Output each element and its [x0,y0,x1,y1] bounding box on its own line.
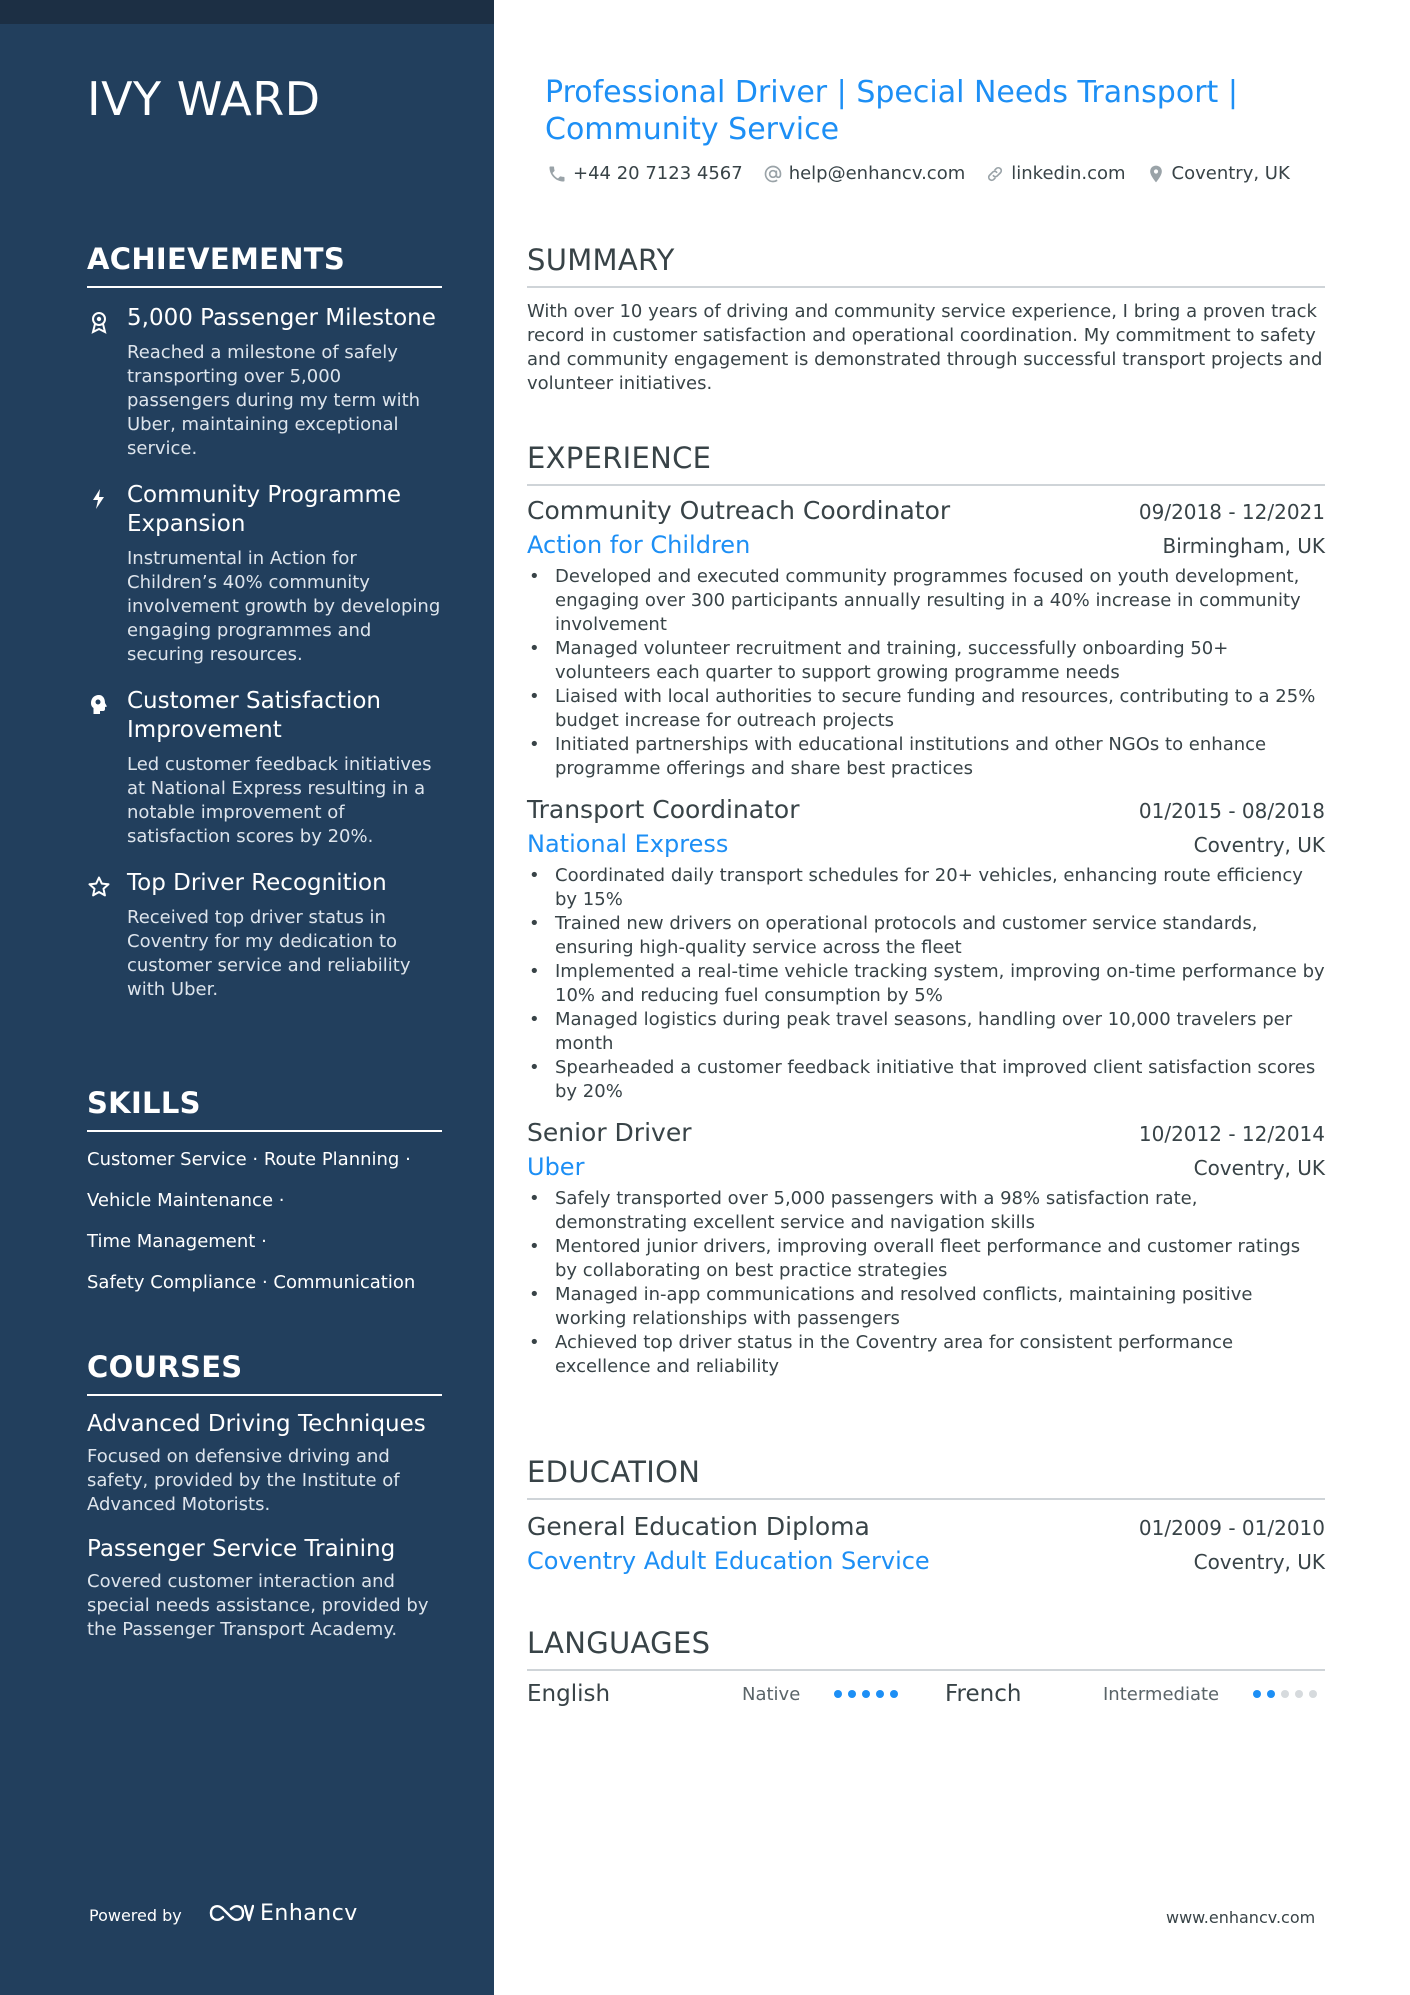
sidebar-top-bar [0,0,494,24]
job-entry [527,1118,1325,1379]
job-entry [527,795,1325,1104]
rating-dot-empty [1295,1690,1303,1698]
rating-dot-filled [1253,1690,1261,1698]
enhancv-logo-text: Enhancv [260,1900,358,1926]
job-company: Action for Children [527,531,751,559]
skill-line: Customer Service · Route Planning · [87,1149,411,1170]
summary-text: With over 10 years of driving and community service experience, I bring a proven track record in customer satisfaction and operational coordination. My commitment to safety and community engagement is demonstrated through successful transport projects and volunteer initiatives. [527,301,1323,394]
rating-dot-filled [1267,1690,1275,1698]
phone-icon [547,164,567,184]
head-icon [87,693,111,717]
lightning-icon [87,487,111,511]
skill-line: Vehicle Maintenance · [87,1190,285,1211]
job-role: Transport Coordinator [527,795,800,824]
enhancv-logo[interactable] [208,1900,358,1926]
language-rating [834,1690,898,1698]
job-dates: 10/2012 - 12/2014 [1138,1122,1325,1146]
course-item [87,1535,442,1642]
rating-dot-filled [862,1690,870,1698]
achievement-item [87,481,442,667]
achievement-item [87,687,442,849]
skills-section [87,1086,442,1312]
contact-phone[interactable] [547,163,743,184]
language-item [945,1681,1325,1707]
job-bullet: • Initiated partnerships with educational institutions and other NGOs to enhance programme offerings and share best practices [527,733,1325,781]
job-company: National Express [527,830,729,858]
education-section [527,1455,1325,1575]
contact-linkedin-text: linkedin.com [1011,163,1126,184]
education-dates: 01/2009 - 01/2010 [1138,1516,1325,1540]
contact-phone-text: +44 20 7123 4567 [573,163,743,184]
achievement-desc: Led customer feedback initiatives at National Express resulting in a notable improvement of satisfaction scores by 20%. [127,754,432,847]
contact-email-text: help@enhancv.com [788,163,966,184]
job-bullet: • Implemented a real-time vehicle tracking system, improving on-time performance by 10% and reducing fuel consumption by 5% [527,960,1325,1008]
language-item [527,1681,905,1707]
job-bullet: • Trained new drivers on operational protocols and customer service standards, ensuring high-quality service across the fleet [527,912,1325,960]
rating-dot-empty [1309,1690,1317,1698]
course-item [87,1410,442,1517]
education-title: EDUCATION [527,1455,1325,1500]
job-bullet: • Managed logistics during peak travel seasons, handling over 10,000 travelers per month [527,1008,1325,1056]
achievement-title: Community Programme Expansion [127,482,402,537]
language-rating [1253,1690,1317,1698]
job-location: Birmingham, UK [1162,534,1325,558]
job-dates: 01/2015 - 08/2018 [1138,799,1325,823]
job-bullets [527,1187,1325,1379]
course-title: Advanced Driving Techniques [87,1411,426,1437]
job-bullet: • Developed and executed community programmes focused on youth development, engaging over 300 participants annually resulting in a 40% increase in community involvement [527,565,1325,637]
sidebar [0,0,494,1995]
job-role: Community Outreach Coordinator [527,496,951,525]
job-bullets [527,565,1325,781]
job-entry [527,496,1325,781]
language-name: French [945,1681,1022,1707]
education-school: Coventry Adult Education Service [527,1547,930,1575]
language-level: Native [742,1683,801,1705]
course-title: Passenger Service Training [87,1536,396,1562]
job-bullet: • Coordinated daily transport schedules for 20+ vehicles, enhancing route efficiency by 15% [527,864,1325,912]
job-dates: 09/2018 - 12/2021 [1138,500,1325,524]
achievements-section [87,242,442,1002]
languages-title: LANGUAGES [527,1626,1325,1671]
courses-section [87,1350,442,1642]
person-name: IVY WARD [87,72,321,126]
achievement-title: Customer Satisfaction Improvement [127,688,382,743]
job-company: Uber [527,1153,585,1181]
contact-linkedin[interactable] [985,163,1125,184]
achievement-item [87,869,442,1002]
language-name: English [527,1681,611,1707]
award-icon [87,310,111,334]
link-icon [985,164,1005,184]
skill-line: Time Management · [87,1231,267,1252]
star-icon [87,875,111,899]
achievement-desc: Received top driver status in Coventry for my dedication to customer service and reliability with Uber. [127,907,411,1000]
contact-location-text: Coventry, UK [1171,163,1290,184]
experience-section [527,441,1325,1379]
achievement-desc: Reached a milestone of safely transporting over 5,000 passengers during my term with Uber, maintaining exceptional service. [127,342,421,459]
enhancv-logo-icon [208,1900,254,1926]
job-location: Coventry, UK [1193,1156,1325,1180]
job-bullet: • Managed in-app communications and resolved conflicts, maintaining positive working relationships with passengers [527,1283,1325,1331]
rating-dot-filled [848,1690,856,1698]
course-desc: Focused on defensive driving and safety, provided by the Institute of Advanced Motorists. [87,1446,400,1515]
job-bullet: • Safely transported over 5,000 passengers with a 98% satisfaction rate, demonstrating excellent service and navigation skills [527,1187,1325,1235]
language-level: Intermediate [1103,1683,1220,1705]
at-icon [763,164,783,184]
job-bullet: • Achieved top driver status in the Coventry area for consistent performance excellence and reliability [527,1331,1325,1379]
achievements-title: ACHIEVEMENTS [87,242,442,288]
achievement-title: 5,000 Passenger Milestone [127,305,436,331]
location-pin-icon [1146,164,1166,184]
languages-row [527,1681,1325,1707]
job-bullet: • Mentored junior drivers, improving overall fleet performance and customer ratings by collaborating on best practice strategies [527,1235,1325,1283]
job-bullet: • Managed volunteer recruitment and training, successfully onboarding 50+ volunteers each quarter to support growing programme needs [527,637,1325,685]
footer-website[interactable]: www.enhancv.com [1166,1908,1316,1927]
contact-email[interactable] [763,163,966,184]
achievement-desc: Instrumental in Action for Children’s 40% community involvement growth by developing engaging programmes and securing resources. [127,548,441,665]
powered-by-label: Powered by [89,1906,182,1925]
job-location: Coventry, UK [1193,833,1325,857]
courses-title: COURSES [87,1350,442,1396]
achievement-item [87,304,442,461]
job-bullet: • Spearheaded a customer feedback initiative that improved client satisfaction scores by 20% [527,1056,1325,1104]
job-bullet: • Liaised with local authorities to secure funding and resources, contributing to a 25% budget increase for outreach projects [527,685,1325,733]
summary-section [527,243,1325,396]
languages-section [527,1626,1325,1707]
education-location: Coventry, UK [1193,1550,1325,1574]
experience-title: EXPERIENCE [527,441,1325,486]
rating-dot-empty [1281,1690,1289,1698]
summary-title: SUMMARY [527,243,1325,288]
headline: Professional Driver | Special Needs Transport | Community Service [545,75,1238,147]
rating-dot-filled [834,1690,842,1698]
contact-location [1146,163,1290,184]
job-bullets [527,864,1325,1104]
course-desc: Covered customer interaction and special needs assistance, provided by the Passenger Transport Academy. [87,1571,429,1640]
job-role: Senior Driver [527,1118,692,1147]
rating-dot-filled [876,1690,884,1698]
education-degree: General Education Diploma [527,1512,870,1541]
rating-dot-filled [890,1690,898,1698]
skill-line: Safety Compliance · Communication [87,1272,416,1293]
skills-title: SKILLS [87,1086,442,1132]
contact-bar [547,163,1310,184]
achievement-title: Top Driver Recognition [127,870,387,896]
